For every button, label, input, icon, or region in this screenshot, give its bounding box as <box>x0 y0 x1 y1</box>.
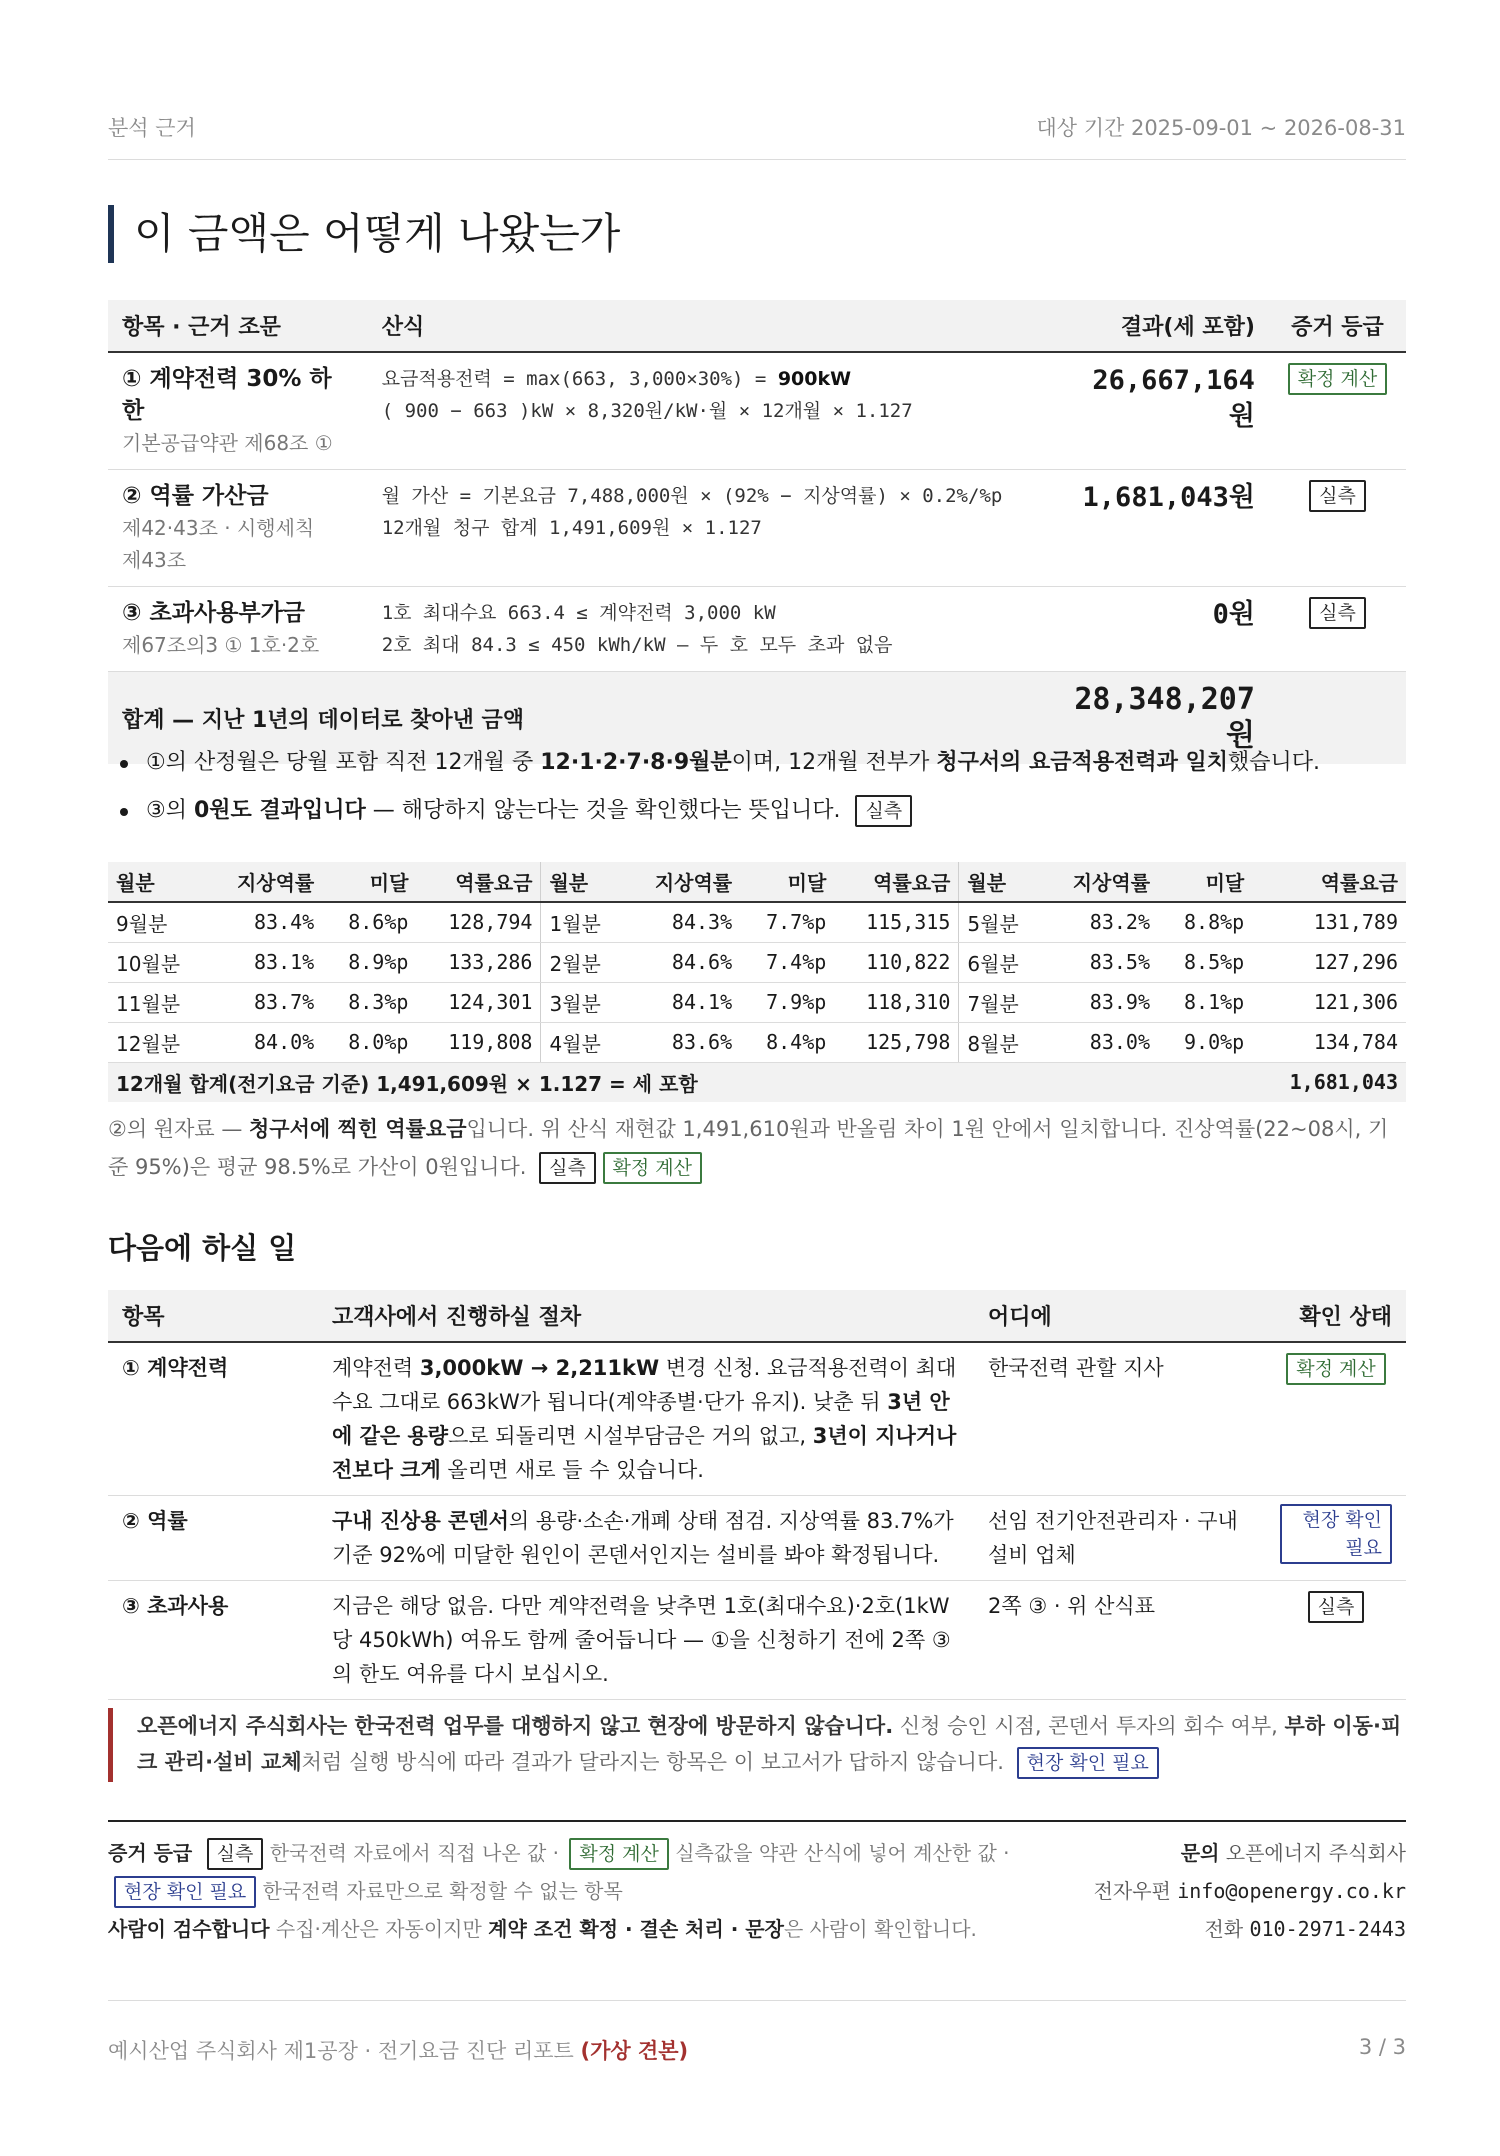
month-cell: 6월분 <box>959 942 1043 982</box>
phone-number: 010-2971-2443 <box>1249 1917 1406 1941</box>
charge-cell: 121,306 <box>1252 982 1406 1022</box>
col-header-pf: 지상역률 <box>207 862 322 902</box>
pf-cell: 83.1% <box>207 942 322 982</box>
list-item: ③의 0원도 결과입니다 — 해당하지 않는다는 것을 확인했다는 뜻입니다. 실측 <box>108 788 1406 836</box>
shortfall-cell: 7.9%p <box>740 982 834 1022</box>
col-header-charge: 역률요금 <box>834 862 959 902</box>
grade-badge: 실측 <box>539 1152 596 1184</box>
table-row <box>108 1496 1406 1581</box>
charge-cell: 118,310 <box>834 982 959 1022</box>
pf-cell: 84.0% <box>207 1022 322 1062</box>
footer-title: 예시산업 주식회사 제1공장 · 전기요금 진단 리포트 (가상 견본) <box>108 2039 689 2063</box>
result-amount: 26,667,164원 <box>1092 365 1255 432</box>
legend-badge: 실측 <box>207 1838 264 1870</box>
table-row <box>108 1342 1406 1496</box>
grade-badge: 확정 계산 <box>1288 363 1387 395</box>
charge-cell: 133,286 <box>416 942 541 982</box>
result-amount: 1,681,043원 <box>1082 482 1255 513</box>
col-header-shortfall: 미달 <box>740 862 834 902</box>
action-procedure: 계약전력 3,000kW → 2,211kW 변경 신청. 요금적용전력이 최대수요 그대로 663kW가 됩니다(계약종별·단가 유지). 낮춘 뒤 3년 안에 같은 용량으로 되돌리면 시설부담금은 거의 없고, 3년이 지나거나 전보다 크게 올리면 새로 들 수 있습니다. <box>318 1342 974 1496</box>
action-procedure: 구내 진상용 콘덴서의 용량·소손·개폐 상태 점검. 지상역률 83.7%가 기준 92%에 미달한 원인이 콘덴서인지는 설비를 봐야 확정됩니다. <box>318 1496 974 1581</box>
col-header-procedure: 고객사에서 진행하실 절차 <box>318 1290 974 1342</box>
col-header-pf: 지상역률 <box>625 862 740 902</box>
month-cell: 1월분 <box>541 902 625 942</box>
status-badge: 실측 <box>1308 1591 1365 1623</box>
item-name: ③ 초과사용부가금 <box>122 600 306 626</box>
shortfall-cell: 8.1%p <box>1158 982 1252 1022</box>
table-row <box>108 1022 1406 1062</box>
page-title: 이 금액은 어떻게 나왔는가 <box>108 205 620 263</box>
pf-cell: 84.6% <box>625 942 740 982</box>
formula-line: ( 900 − 663 )kW × 8,320원/kW·월 × 12개월 × 1.127 <box>381 400 913 422</box>
total-amount: 28,348,207원 <box>1074 682 1255 753</box>
charge-cell: 134,784 <box>1252 1022 1406 1062</box>
status-badge: 현장 확인 필요 <box>1017 1747 1159 1779</box>
formula-line: 요금적용전력 = max(663, 3,000×30%) = 900kW <box>381 368 852 390</box>
charge-cell: 124,301 <box>416 982 541 1022</box>
month-cell: 4월분 <box>541 1022 625 1062</box>
page-footer <box>108 2000 1406 2063</box>
pf-cell: 83.9% <box>1043 982 1158 1022</box>
grade-badge: 실측 <box>1309 480 1366 512</box>
item-reference: 기본공급약관 제68조 ① <box>122 431 333 455</box>
grade-badge: 실측 <box>855 795 912 827</box>
notes-list <box>108 740 1406 836</box>
contact-info: 문의 오픈에너지 주식회사 전자우편 info@openergy.co.kr 전화 010-2971-2443 <box>1093 1841 1406 1941</box>
table-row <box>108 352 1406 470</box>
charge-cell: 125,798 <box>834 1022 959 1062</box>
pf-cell: 83.6% <box>625 1022 740 1062</box>
section-label: 분석 근거 <box>108 116 196 140</box>
charge-cell: 119,808 <box>416 1022 541 1062</box>
power-factor-table <box>108 862 1406 1102</box>
action-item: ① 계약전력 <box>108 1342 318 1496</box>
table-row <box>108 982 1406 1022</box>
col-header-pf: 지상역률 <box>1043 862 1158 902</box>
action-where: 2쪽 ③ · 위 산식표 <box>974 1581 1266 1700</box>
pf-cell: 83.4% <box>207 902 322 942</box>
month-cell: 5월분 <box>959 902 1043 942</box>
col-header-item: 항목 <box>108 1290 318 1342</box>
charge-cell: 115,315 <box>834 902 959 942</box>
action-where: 한국전력 관할 지사 <box>974 1342 1266 1496</box>
shortfall-cell: 9.0%p <box>1158 1022 1252 1062</box>
charge-cell: 131,789 <box>1252 902 1406 942</box>
shortfall-cell: 8.8%p <box>1158 902 1252 942</box>
col-header-result: 결과(세 포함) <box>1060 300 1269 352</box>
shortfall-cell: 8.5%p <box>1158 942 1252 982</box>
table-row <box>108 1581 1406 1700</box>
item-name: ② 역률 가산금 <box>122 483 269 509</box>
legend-badge: 확정 계산 <box>569 1838 668 1870</box>
status-badge: 현장 확인 필요 <box>1280 1504 1392 1564</box>
col-header-item: 항목 · 근거 조문 <box>108 300 368 352</box>
calculation-table <box>108 300 1406 764</box>
action-item: ③ 초과사용 <box>108 1581 318 1700</box>
shortfall-cell: 8.6%p <box>322 902 416 942</box>
col-header-grade: 증거 등급 <box>1269 300 1406 352</box>
month-cell: 10월분 <box>108 942 207 982</box>
section-title: 다음에 하실 일 <box>108 1231 297 1265</box>
shortfall-cell: 8.9%p <box>322 942 416 982</box>
shortfall-cell: 8.3%p <box>322 982 416 1022</box>
item-name: ① 계약전력 30% 하한 <box>122 366 332 424</box>
shortfall-cell: 7.7%p <box>740 902 834 942</box>
table-row <box>108 470 1406 587</box>
table-row <box>108 587 1406 672</box>
col-header-shortfall: 미달 <box>1158 862 1252 902</box>
legend-badge: 현장 확인 필요 <box>114 1876 256 1908</box>
power-factor-note: ②의 원자료 — 청구서에 찍힌 역률요금입니다. 위 산식 재현값 1,491,610원과 반올림 차이 1원 안에서 일치합니다. 진상역률(22~08시, 기준 95%)은 평균 98.5%로 가산이 0원입니다. 실측 확정 계산 <box>108 1110 1406 1186</box>
pf-cell: 84.1% <box>625 982 740 1022</box>
col-header-month: 월분 <box>541 862 625 902</box>
month-cell: 9월분 <box>108 902 207 942</box>
charge-cell: 110,822 <box>834 942 959 982</box>
page-header <box>108 110 1406 160</box>
pf-cell: 84.3% <box>625 902 740 942</box>
month-cell: 3월분 <box>541 982 625 1022</box>
month-cell: 11월분 <box>108 982 207 1022</box>
item-reference: 제67조의3 ① 1호·2호 <box>122 633 320 657</box>
shortfall-cell: 7.4%p <box>740 942 834 982</box>
month-cell: 12월분 <box>108 1022 207 1062</box>
col-header-charge: 역률요금 <box>416 862 541 902</box>
result-amount: 0원 <box>1212 599 1255 630</box>
charge-cell: 128,794 <box>416 902 541 942</box>
col-header-status: 확인 상태 <box>1266 1290 1406 1342</box>
action-table <box>108 1290 1406 1700</box>
col-header-month: 월분 <box>959 862 1043 902</box>
charge-cell: 127,296 <box>1252 942 1406 982</box>
formula-line: 2호 최대 84.3 ≤ 450 kWh/kW — 두 호 모두 초과 없음 <box>381 634 893 656</box>
table-row <box>108 942 1406 982</box>
formula-line: 1호 최대수요 663.4 ≤ 계약전력 3,000 kW <box>381 602 776 624</box>
month-cell: 8월분 <box>959 1022 1043 1062</box>
col-header-where: 어디에 <box>974 1290 1266 1342</box>
pf-cell: 83.2% <box>1043 902 1158 942</box>
pf-cell: 83.5% <box>1043 942 1158 982</box>
item-reference: 제42·43조 · 시행세칙 제43조 <box>122 516 315 572</box>
sum-value: 1,681,043 <box>1252 1062 1406 1102</box>
formula-line: 월 가산 = 기본요금 7,488,000원 × (92% − 지상역률) × 0.2%/%p <box>381 485 1003 507</box>
period-label: 대상 기간 2025-09-01 ~ 2026-08-31 <box>1036 116 1406 140</box>
action-procedure: 지금은 해당 없음. 다만 계약전력을 낮추면 1호(최대수요)·2호(1kW당 450kWh) 여유도 함께 줄어듭니다 — ①을 신청하기 전에 2쪽 ③의 한도 여유를 다시 보십시오. <box>318 1581 974 1700</box>
sum-label: 12개월 합계(전기요금 기준) 1,491,609원 × 1.127 = 세 포함 <box>108 1062 1252 1102</box>
formula-line: 12개월 청구 합계 1,491,609원 × 1.127 <box>381 517 762 539</box>
status-badge: 확정 계산 <box>1286 1353 1385 1385</box>
evidence-legend <box>108 1820 1406 1960</box>
grade-badge: 확정 계산 <box>603 1152 702 1184</box>
pf-cell: 83.7% <box>207 982 322 1022</box>
shortfall-cell: 8.4%p <box>740 1022 834 1062</box>
month-cell: 2월분 <box>541 942 625 982</box>
table-row <box>108 902 1406 942</box>
col-header-month: 월분 <box>108 862 207 902</box>
total-label: 합계 — 지난 1년의 데이터로 찾아낸 금액 <box>108 672 1060 765</box>
month-cell: 7월분 <box>959 982 1043 1022</box>
page-number: 3 / 3 <box>1358 2035 1406 2059</box>
sum-row <box>108 1062 1406 1102</box>
col-header-charge: 역률요금 <box>1252 862 1406 902</box>
shortfall-cell: 8.0%p <box>322 1022 416 1062</box>
email-link[interactable]: info@openergy.co.kr <box>1177 1879 1406 1903</box>
pf-cell: 83.0% <box>1043 1022 1158 1062</box>
col-header-shortfall: 미달 <box>322 862 416 902</box>
grade-badge: 실측 <box>1309 597 1366 629</box>
action-item: ② 역률 <box>108 1496 318 1581</box>
list-item: ①의 산정월은 당월 포함 직전 12개월 중 12·1·2·7·8·9월분이며, 12개월 전부가 청구서의 요금적용전력과 일치했습니다. <box>108 740 1406 788</box>
legend-text: 증거 등급 실측 한국전력 자료에서 직접 나온 값 · 확정 계산 실측값을 약관 산식에 넣어 계산한 값 · 현장 확인 필요 한국전력 자료만으로 확정할 수 없는 항목 사람이 검수합니다 수집·계산은 자동이지만 계약 조건 확정 · 결손 처리 · 문장은 사람이 확인합니다. <box>108 1834 1068 1948</box>
col-header-formula: 산식 <box>368 300 1061 352</box>
action-where: 선임 전기안전관리자 · 구내 설비 업체 <box>974 1496 1266 1581</box>
disclaimer-box: 오픈에너지 주식회사는 한국전력 업무를 대행하지 않고 현장에 방문하지 않습니다. 신청 승인 시점, 콘덴서 투자의 회수 여부, 부하 이동·피크 관리·설비 교체처럼 실행 방식에 따라 결과가 달라지는 항목은 이 보고서가 답하지 않습니다. 현장 확인 필요 <box>108 1708 1406 1782</box>
